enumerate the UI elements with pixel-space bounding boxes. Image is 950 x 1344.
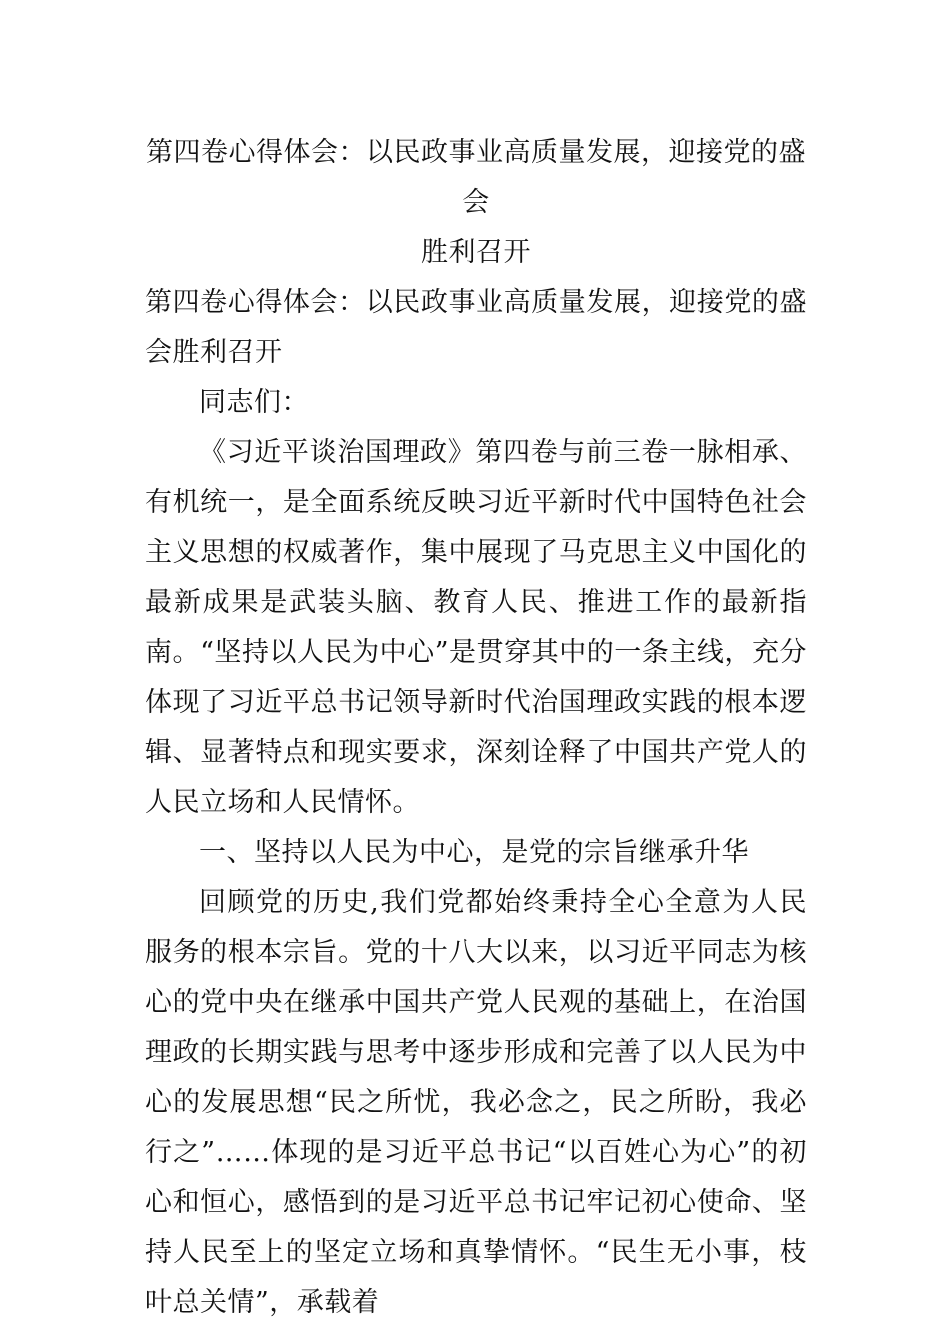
document-page xyxy=(145,128,807,1328)
document-title-line-2: 胜利召开 xyxy=(421,237,531,268)
paragraph-section-1: 回顾党的历史,我们党都始终秉持全心全意为人民服务的根本宗旨。党的十八大以来，以习近平同志为核心的党中央在继承中国共产党人民观的基础上，在治国理政的长期实践与思考中逐步形成和完善了以人民为中心的发展思想“民之所忧，我必念之，民之所盼，我必行之”……体现的是习近平总书记“以百姓心为心”的初心和恒心，感悟到的是习近平总书记牢记初心使命、坚持人民至上的坚定立场和真挚情怀。“民生无小事，枝叶总关情”，承载着 xyxy=(145,887,807,1318)
paragraph-intro: 《习近平谈治国理政》第四卷与前三卷一脉相承、有机统一，是全面系统反映习近平新时代中国特色社会主义思想的权威著作，集中展现了马克思主义中国化的最新成果是武装头脑、教育人民、推进工作的最新指南。“坚持以人民为中心”是贯穿其中的一条主线，充分体现了习近平总书记领导新时代治国理政实践的根本逻辑、显著特点和现实要求，深刻诠释了中国共产党人的人民立场和人民情怀。 xyxy=(145,437,807,818)
section-heading-1: 一、坚持以人民为中心，是党的宗旨继承升华 xyxy=(199,837,749,868)
greeting: 同志们： xyxy=(199,387,309,418)
document-title-line-1: 第四卷心得体会：以民政事业高质量发展，迎接党的盛会 xyxy=(146,137,806,218)
document-subtitle: 第四卷心得体会：以民政事业高质量发展，迎接党的盛会胜利召开 xyxy=(145,287,807,368)
